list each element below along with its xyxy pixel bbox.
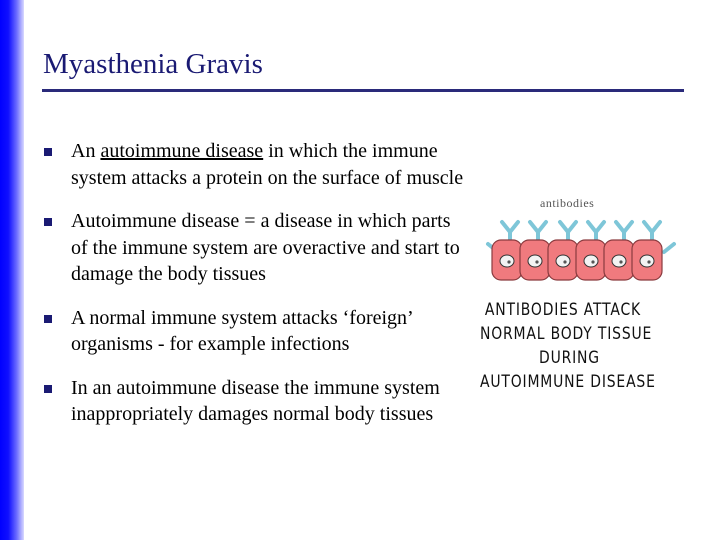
slide-title: Myasthenia Gravis <box>43 48 263 80</box>
antibodies-label: antibodies <box>540 196 595 210</box>
left-accent-bar <box>0 0 24 540</box>
bullet-item <box>44 375 464 428</box>
autoimmune-disease-link[interactable]: autoimmune disease <box>100 140 264 162</box>
square-bullet-icon <box>44 218 52 226</box>
caption-line: ANTIBODIES ATTACK <box>484 300 642 320</box>
caption-line: DURING <box>539 348 600 368</box>
illustration-caption <box>480 298 656 394</box>
caption-line: NORMAL BODY TISSUE <box>480 324 653 344</box>
bullet-item <box>44 138 464 191</box>
bullet-text: Autoimmune disease = a disease in which parts of the immune system are overactive and start to damage the body tissues <box>71 210 460 285</box>
square-bullet-icon <box>44 385 52 393</box>
bullet-item <box>44 208 464 288</box>
bullet-text: A normal immune system attacks ‘foreign’ organisms - for example infections <box>71 306 413 355</box>
caption-line: AUTOIMMUNE DISEASE <box>480 372 656 392</box>
square-bullet-icon <box>44 315 52 323</box>
bullet-text-pre: An <box>71 140 101 162</box>
bullet-text: In an autoimmune disease the immune system inappropriately damages normal body tissues <box>71 376 440 425</box>
bullet-list <box>44 138 464 428</box>
square-bullet-icon <box>44 148 52 156</box>
antibody-cells-drawing <box>476 194 690 294</box>
title-divider <box>42 89 684 92</box>
bullet-item <box>44 305 464 358</box>
antibody-illustration <box>476 194 690 390</box>
bullet-text-post: in which the immune system attacks a protein on the surface of muscle <box>71 140 464 189</box>
